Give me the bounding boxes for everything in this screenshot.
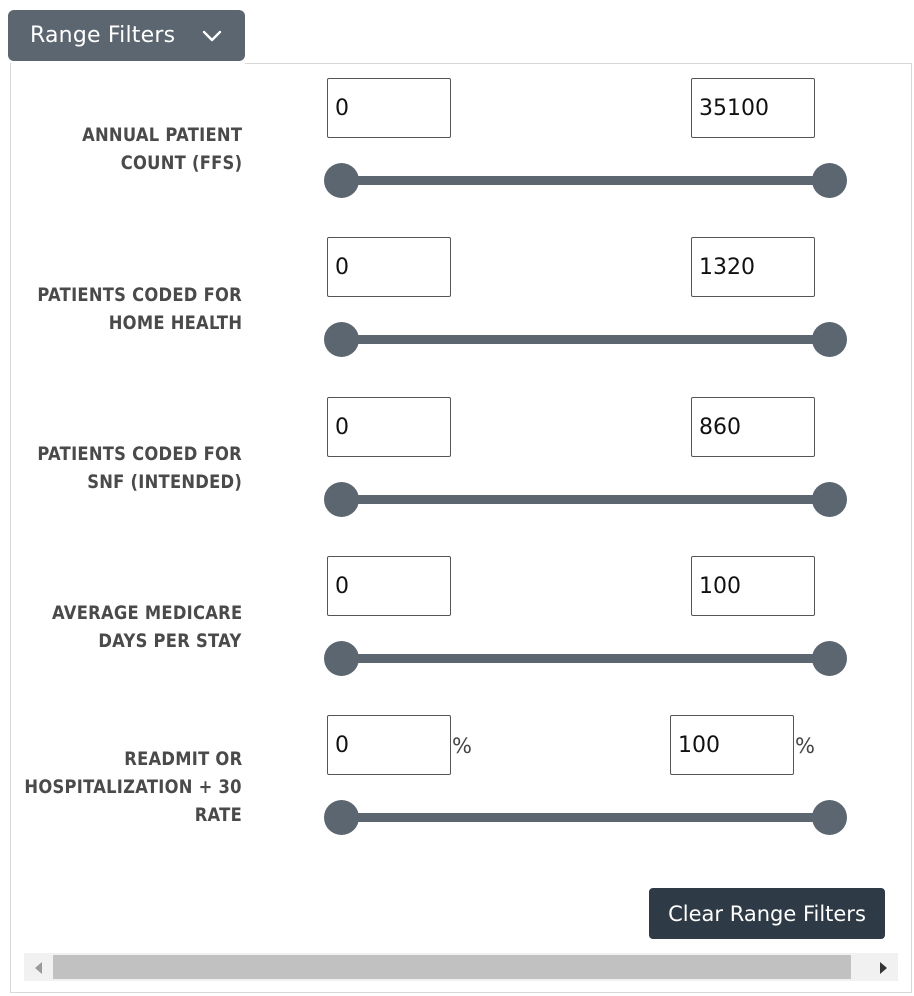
min-unit-label: % [452,734,472,758]
scroll-left-arrow-icon[interactable] [35,962,42,974]
filter-label-line: PATIENTS CODED FOR [37,443,242,465]
filter-label-line: COUNT (FFS) [120,152,242,174]
range-slider-max-handle[interactable] [812,641,847,676]
min-value-input[interactable] [327,397,451,457]
range-slider-max-handle[interactable] [812,482,847,517]
range-slider-track[interactable] [341,813,829,822]
scrollbar-thumb[interactable] [53,955,851,979]
filter-label-line: HOME HEALTH [108,312,242,334]
range-slider-track[interactable] [341,495,829,504]
range-slider-min-handle[interactable] [324,482,359,517]
range-slider-max-handle[interactable] [812,322,847,357]
filter-label-line: DAYS PER STAY [98,630,242,652]
max-value-input[interactable] [691,397,815,457]
range-slider-track[interactable] [341,176,829,185]
horizontal-scrollbar[interactable] [24,953,898,981]
scroll-right-arrow-icon[interactable] [880,962,887,974]
filter-label-line: READMIT OR [123,748,242,770]
range-slider-track[interactable] [341,335,829,344]
max-value-input[interactable] [691,556,815,616]
range-slider-track[interactable] [341,654,829,663]
range-slider-min-handle[interactable] [324,800,359,835]
range-slider-min-handle[interactable] [324,163,359,198]
range-filters-label: Range Filters [30,23,176,48]
chevron-down-icon [202,26,222,46]
range-slider-min-handle[interactable] [324,322,359,357]
filter-label-line: RATE [194,804,242,826]
filter-label-line: PATIENTS CODED FOR [37,284,242,306]
range-slider-max-handle[interactable] [812,163,847,198]
filter-label-line: SNF (INTENDED) [87,471,242,493]
range-filters-panel [10,63,912,993]
min-value-input[interactable] [327,78,451,138]
filter-label-line: AVERAGE MEDICARE [51,602,242,624]
clear-range-filters-button[interactable]: Clear Range Filters [649,888,885,939]
filter-label-line: HOSPITALIZATION + 30 [24,776,242,798]
max-value-input[interactable] [670,715,794,775]
filter-label-line: ANNUAL PATIENT [81,124,242,146]
min-value-input[interactable] [327,556,451,616]
min-value-input[interactable] [327,237,451,297]
range-filters-dropdown[interactable] [8,10,245,61]
max-value-input[interactable] [691,78,815,138]
range-slider-min-handle[interactable] [324,641,359,676]
max-value-input[interactable] [691,237,815,297]
max-unit-label: % [795,734,815,758]
range-slider-max-handle[interactable] [812,800,847,835]
min-value-input[interactable] [327,715,451,775]
